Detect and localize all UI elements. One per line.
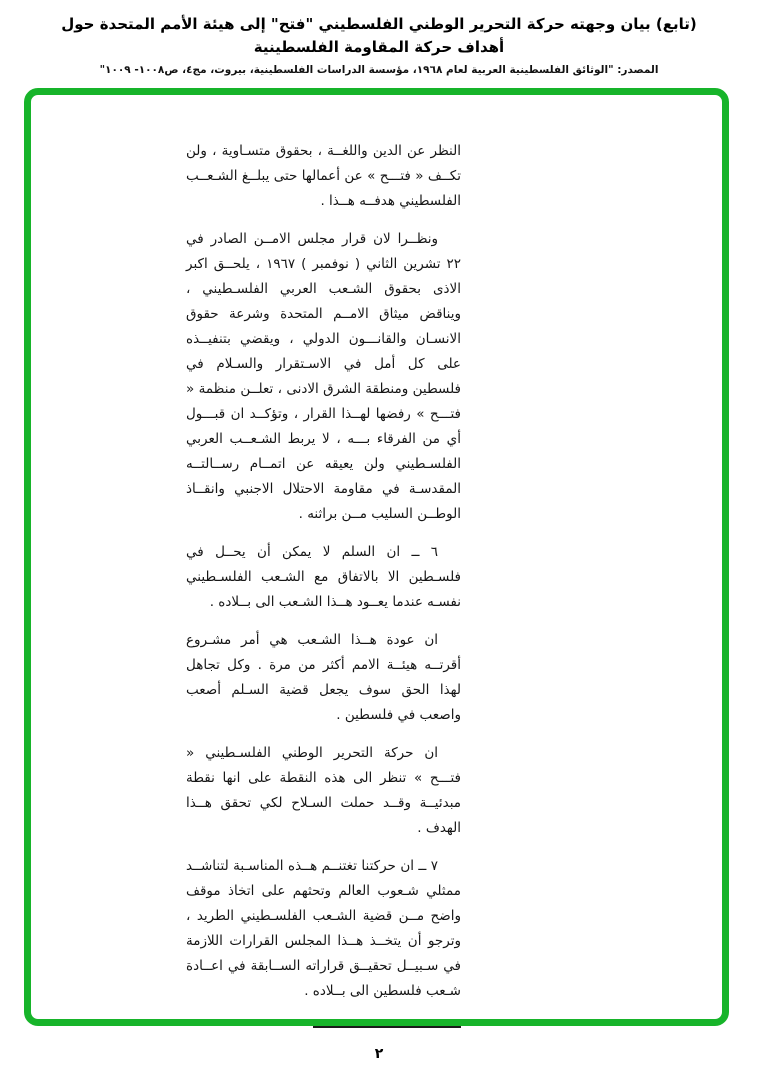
- document-source: المصدر: "الوثائق الفلسطينية العربية لعام ١٩٦٨، مؤسسة الدراسات الفلسطينية، بيروت، مج٤، ص١٠٠٨- ١٠٠٩": [99, 64, 659, 76]
- paragraph: النظر عن الدين واللغــة ، بحقوق متسـاوية ، ولن تكــف « فتـــح » عن أعمالها حتى يبلــغ الشـعــب الفلسطيني هدفــه هــذا .: [186, 143, 461, 209]
- paragraph: ان عودة هــذا الشـعب هي أمر مشـروع أقرتــه هيئــة الامم أكثر من مرة . وكل تجاهل لهذا الحق سوف يجعل قضية السـلم أصعب واصعب في فلسطين .: [186, 632, 461, 723]
- paragraph: ونظــرا لان قرار مجلس الامــن الصادر في ٢٢ تشرين الثاني ( نوفمبر ) ١٩٦٧ ، يلحــق اكبر الاذى بحقوق الشـعب العربي الفلسـطيني ، ويناقض ميثاق الامــم المتحدة وشرعة حقوق الانسـان والقانـــون الدولي ، ويقضي بتنفيــذه على كل أمل في الاسـتقرار والسـلام في فلسطين ومنطقة الشرق الادنى ، تعلــن منظمة « فتـــح » رفضها لهــذا القرار ، وتؤكــد ان قبـــول أي من الفرقاء بـــه ، لا يربط الشـعــب العربي الفلسـطيني ولن يعيقه عن اتمــام رســالتــه المقدسـة في مقاومة الاحتلال الاجنبي وانقــاذ الوطــن السليب مــن براثنه .: [186, 231, 461, 522]
- page-number: ٢: [374, 1046, 384, 1062]
- document-frame: [24, 88, 729, 1026]
- scanned-text-column: [186, 139, 461, 1028]
- document-title: (تابع) بيان وجهته حركة التحرير الوطني الفلسطيني "فتح" إلى هيئة الأمم المتحدة حول أهداف حركة المقاومة الفلسطينية: [61, 15, 697, 56]
- end-divider: [313, 1026, 461, 1028]
- paragraph: ٦ ــ ان السلم لا يمكن أن يحــل في فلسـطين الا بالاتفاق مع الشـعب الفلسـطيني نفسـه عندما يعــود هــذا الشـعب الى بــلاده .: [186, 544, 461, 610]
- paragraph: ان حركة التحرير الوطني الفلسـطيني « فتـــح » تنظر الى هذه النقطة على انها نقطة مبدئيــة وقــد حملت السـلاح لكي تحقق هــذا الهدف .: [186, 745, 461, 836]
- header: [0, 13, 758, 76]
- paragraph-list: [186, 139, 461, 1004]
- paragraph: ٧ ــ ان حركتنا تغتنــم هــذه المناسـبة لتناشــد ممثلي شـعوب العالم وتحثهم على اتخاذ موقف واضح مــن قضية الشـعب الفلسـطيني الطريد ، وترجو أن يتخــذ هــذا المجلس القرارات اللازمة في سـبيــل تحقيــق قراراته الســابقة في اعــادة شـعب فلسطين الى بــلاده .: [186, 858, 461, 999]
